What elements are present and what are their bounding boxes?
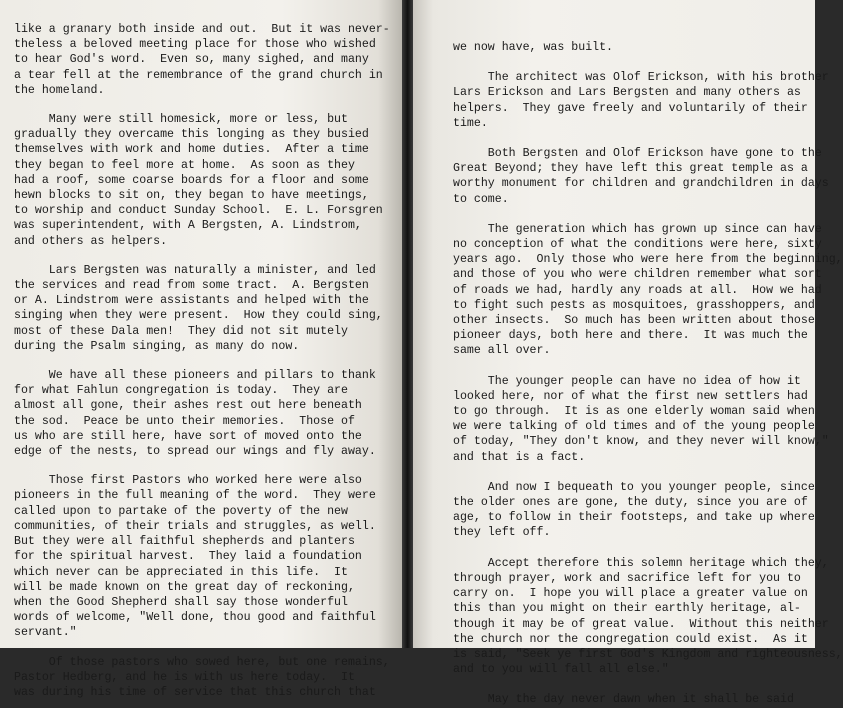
right-paragraph-8: May the day never dawn when it shall be said bbox=[453, 693, 794, 707]
left-paragraph-2: Many were still homesick, more or less, but gradually they overcame this longing as they busied themselves with work and home duties. After a time they began to feel more at home. As soon as they had a roof, some coarse boards for a floor and some hewn blocks to sit on, they began to have meetings, to worship and conduct Sunday School. E. L. Forsgren was superintendent, with A Bergsten, A. Lindstrom, and others as helpers. bbox=[14, 113, 383, 248]
right-paragraph-2: The architect was Olof Erickson, with his brother Lars Erickson and Lars Bergsten and many others as helpers. They gave freely and voluntarily of their time. bbox=[453, 71, 829, 130]
right-page bbox=[413, 0, 843, 707]
left-page bbox=[0, 0, 402, 699]
left-paragraph-4: We have all these pioneers and pillars to thank for what Fahlun congregation is today. They are almost all gone, their ashes rest out here beneath the sod. Peace be unto their memories. Those of us who are still here, have sort of moved onto the edge of the nests, to spread our wings and fly away. bbox=[14, 369, 376, 459]
left-paragraph-5: Those first Pastors who worked here were also pioneers in the full meaning of the word. They were called upon to partake of the poverty of the new communities, of their trials and struggles, as well. But they were all faithful shepherds and planters for the spiritual harvest. They laid a foundation which never can be appreciated in this life. It will be made known on the great day of reckoning, when the Good Shepherd shall say those wonderful words of welcome, "Well done, thou good and faithful servant." bbox=[14, 474, 376, 640]
right-paragraph-6: And now I bequeath to you younger people, since the older ones are gone, the duty, since you are of age, to follow in their footsteps, and take up where they left off. bbox=[453, 480, 815, 540]
right-paragraph-1: we now have, was built. bbox=[453, 41, 614, 54]
left-paragraph-3: Lars Bergsten was naturally a minister, and led the services and read from some tract. A. Bergsten or A. Lindstrom were assistants and helped with the singing when they were present. How they could sing, most of these Dala men! They did not sit mutely during the Psalm singing, as many do now. bbox=[14, 263, 383, 353]
book-gutter bbox=[402, 0, 413, 648]
right-paragraph-3: Both Bergsten and Olof Erickson have gone to the Great Beyond; they have left this great temple as a worthy monument for children and grandchildren in days to come. bbox=[453, 147, 829, 206]
right-paragraph-5: The younger people can have no idea of how it looked here, nor of what the first new settlers had to go through. It is as one elderly woman said when we were talking of old times and of the young people of today, "They don't know, and they never will know," and that is a fact. bbox=[453, 374, 829, 464]
right-paragraph-4: The generation which has grown up since can have no conception of what the conditions were here, sixty years ago. Only those who were here from the beginning, and those of you who were children remember what sort of roads we had, hardly any roads at all. How we had to fight such pests as mosquitoes, grasshoppers, and other insects. So much has been written about those pioneer days, both here and there. It was much the same all over. bbox=[453, 222, 843, 358]
left-paragraph-6: Of those pastors who sowed here, but one remains, Pastor Hedberg, and he is with us here today. It was during his time of service that this church that bbox=[14, 655, 390, 699]
right-paragraph-7: Accept therefore this solemn heritage which they, through prayer, work and sacrifice left for you to carry on. I hope you will place a greater value on this than you might on their earthly heritage, al- though it may be of great value. Without this neither the church nor the congregation could exist. As it is said, "Seek ye first God's Kingdom and righteousness, and to you will fall all else." bbox=[453, 556, 843, 677]
left-paragraph-1: like a granary both inside and out. But it was never- theless a beloved meeting place for those who wished to hear God's word. Even so, many sighed, and many a tear fell at the remembrance of the grand church in the homeland. bbox=[14, 23, 390, 97]
